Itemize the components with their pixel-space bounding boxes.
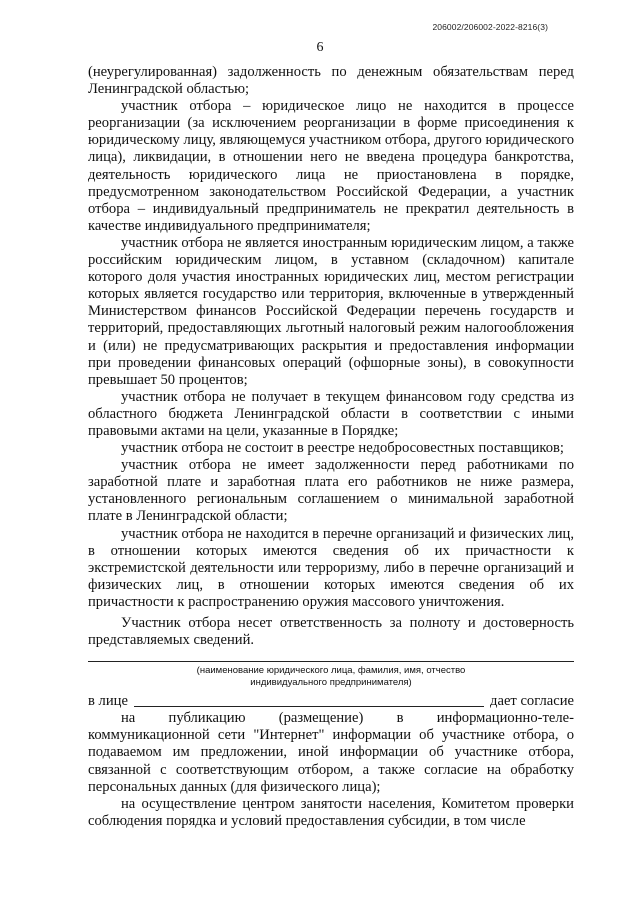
name-fill-line [88,661,574,662]
document-body [88,64,574,830]
paragraph: участник отбора не является иностранным юридическим лицом, а также российским юридическим лицом, в уставном (складочном) капитале которого доля участия иностранных юридических лиц, местом регистрации которых является государство или территория, включенные в утвержденный Министерством финансов Российской Федерации перечень государств и территорий, предоставляющих льготный налоговый режим налогообложения и (или) не предусматривающих раскрытия и предоставления информации при проведении финансовых операций (офшорные зоны), в совокупности превышает 50 процентов; [88,234,574,388]
paragraph: участник отбора не состоит в реестре недобросовестных поставщиков; [121,440,564,457]
consent-paragraph-second: на осуществление центром занятости населения, Комитетом проверки соблюдения порядка и условий предоставления субсидии, в том числе [88,795,574,829]
representative-row [88,693,574,710]
paragraph: (неурегулированная) задолженность по денежным обязательствам перед Ленинградской областью; [88,64,574,98]
paragraph: участник отбора – юридическое лицо не находится в процессе реорганизации (за исключением реорганизации в форме присоединения к юридическому лицу, являющемуся участником отбора, другого юридического лица), ликвидации, в отношении него не введена процедура банкротства, деятельность юридического лица не приостановлена в порядке, предусмотренном законодательством Российской Федерации, а участник отбора – индивидуальный предприниматель не прекратил деятельность в качестве индивидуального предпринимателя; [88,98,574,234]
paragraph: участник отбора не имеет задолженности перед работниками по заработной плате и заработная плата его работников не ниже размера, установленного региональным соглашением о минимальной заработной плате в Ленинградской области; [88,457,574,525]
in-person-label: в лице [88,693,128,710]
name-caption: (наименование юридического лица, фамилия, имя, отчество индивидуального предпринимателя) [196,665,466,689]
paragraph: участник отбора не получает в текущем финансовом году средства из областного бюджета Ленинградской области в соответствии с иными правовыми актами на цели, указанные в Порядке; [88,388,574,439]
page-number: 6 [316,40,324,55]
paragraph: Участник отбора несет ответственность за полноту и достоверность представляемых сведений. [88,615,574,649]
representative-fill-line [134,694,484,707]
document-id: 206002/206002-2022-8216(3) [432,22,548,32]
paragraph: участник отбора не находится в перечне организаций и физических лиц, в отношении которых имеются сведения об их причастности к экстремистской деятельности или терроризму, либо в перечне организаций и физических лиц, в отношении которых имеются сведения об их причастности к распространению оружия массового уничтожения. [88,525,574,610]
consent-label: дает согласие [490,693,574,710]
consent-first-line: на публикацию (размещение) в информационно-теле- [121,710,574,727]
consent-paragraph: коммуникационной сети "Интернет" информации об участнике отбора, о подаваемом им предложении, иной информации об участнике отбора, связанной с соответствующим отбором, а также согласие на обработку персональных данных (для физического лица); [88,727,574,795]
